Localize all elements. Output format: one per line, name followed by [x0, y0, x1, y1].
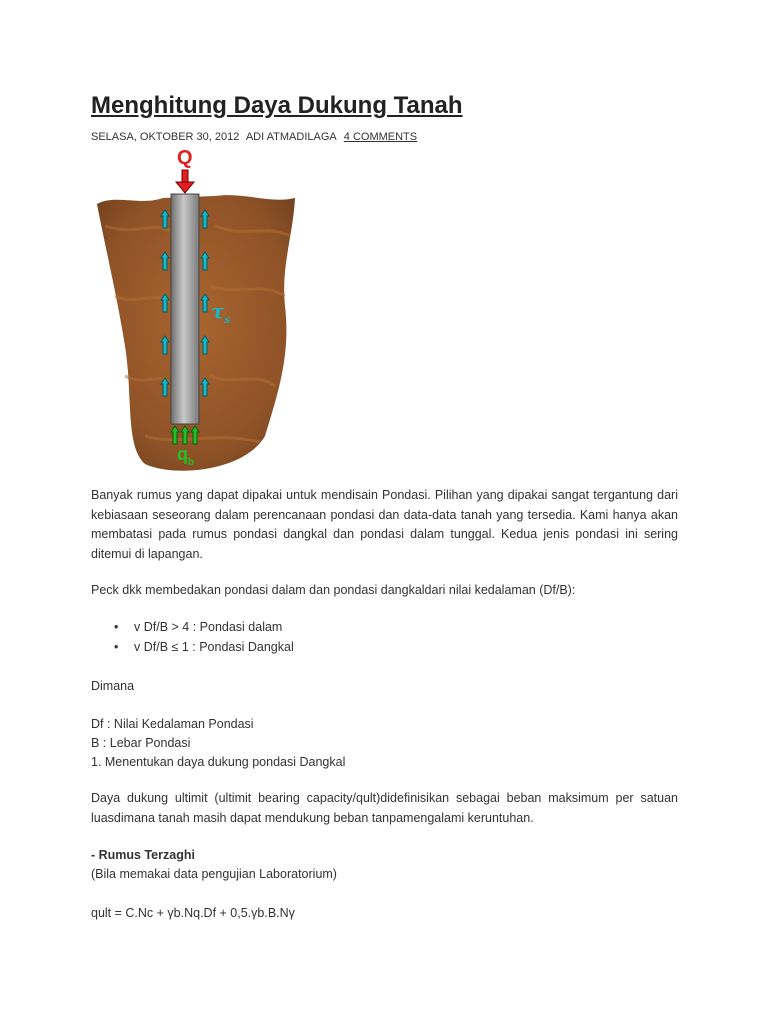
list-item: • v Df/B ≤ 1 : Pondasi Dangkal — [91, 638, 294, 658]
load-label: Q — [177, 147, 193, 169]
tip-label: $q_b$ — [177, 444, 195, 468]
end-bearing-arrows — [171, 426, 199, 444]
terzaghi-heading: - Rumus Terzaghi — [91, 848, 195, 862]
dimana-text: Dimana — [91, 679, 135, 693]
b-definition: B : Lebar Pondasi — [91, 736, 191, 750]
friction-label: $\tau_s$ — [211, 299, 231, 326]
article-title: Menghitung Daya Dukung Tanah — [91, 92, 463, 119]
list-item: • v Df/B > 4 : Pondasi dalam — [91, 618, 294, 638]
peck-paragraph: Peck dkk membedakan pondasi dalam dan pondasi dangkaldari nilai kedalaman (Df/B): — [91, 583, 576, 597]
ultimit-paragraph: Daya dukung ultimit (ultimit bearing capacity/qult)didefinisikan sebagai beban maksimum per satuan luasdimana tanah masih dapat mendukung beban tanpamengalami keruntuhan. — [91, 791, 678, 825]
terzaghi-note: (Bila memakai data pengujian Laboratorium) — [91, 867, 337, 881]
pile — [171, 194, 199, 424]
classification-list — [91, 618, 294, 657]
post-meta — [91, 131, 417, 143]
df-definition: Df : Nilai Kedalaman Pondasi — [91, 717, 254, 731]
post-date: SELASA, OKTOBER 30, 2012 — [91, 131, 240, 143]
intro-paragraph: Banyak rumus yang dapat dipakai untuk mendisain Pondasi. Pilihan yang dipakai sangat tergantung dari kebiasaan seseorang dalam perencanaan pondasi dan data-data tanah yang tersedia. Kami hanya akan membatasi pada rumus pondasi dangkal dan pondasi dalam tunggal. Kedua jenis pondasi ini sering ditemui di lapangan. — [91, 488, 678, 561]
pile-foundation-diagram — [95, 146, 300, 474]
load-arrow-icon — [176, 170, 194, 193]
terzaghi-formula: qult = C.Nc + γb.Nq.Df + 0,5.γb.B.Nγ — [91, 906, 295, 920]
post-author: ADI ATMADILAGA — [245, 131, 337, 143]
step-heading: 1. Menentukan daya dukung pondasi Dangkal — [91, 755, 346, 769]
comments-link[interactable]: 4 COMMENTS — [343, 131, 418, 143]
